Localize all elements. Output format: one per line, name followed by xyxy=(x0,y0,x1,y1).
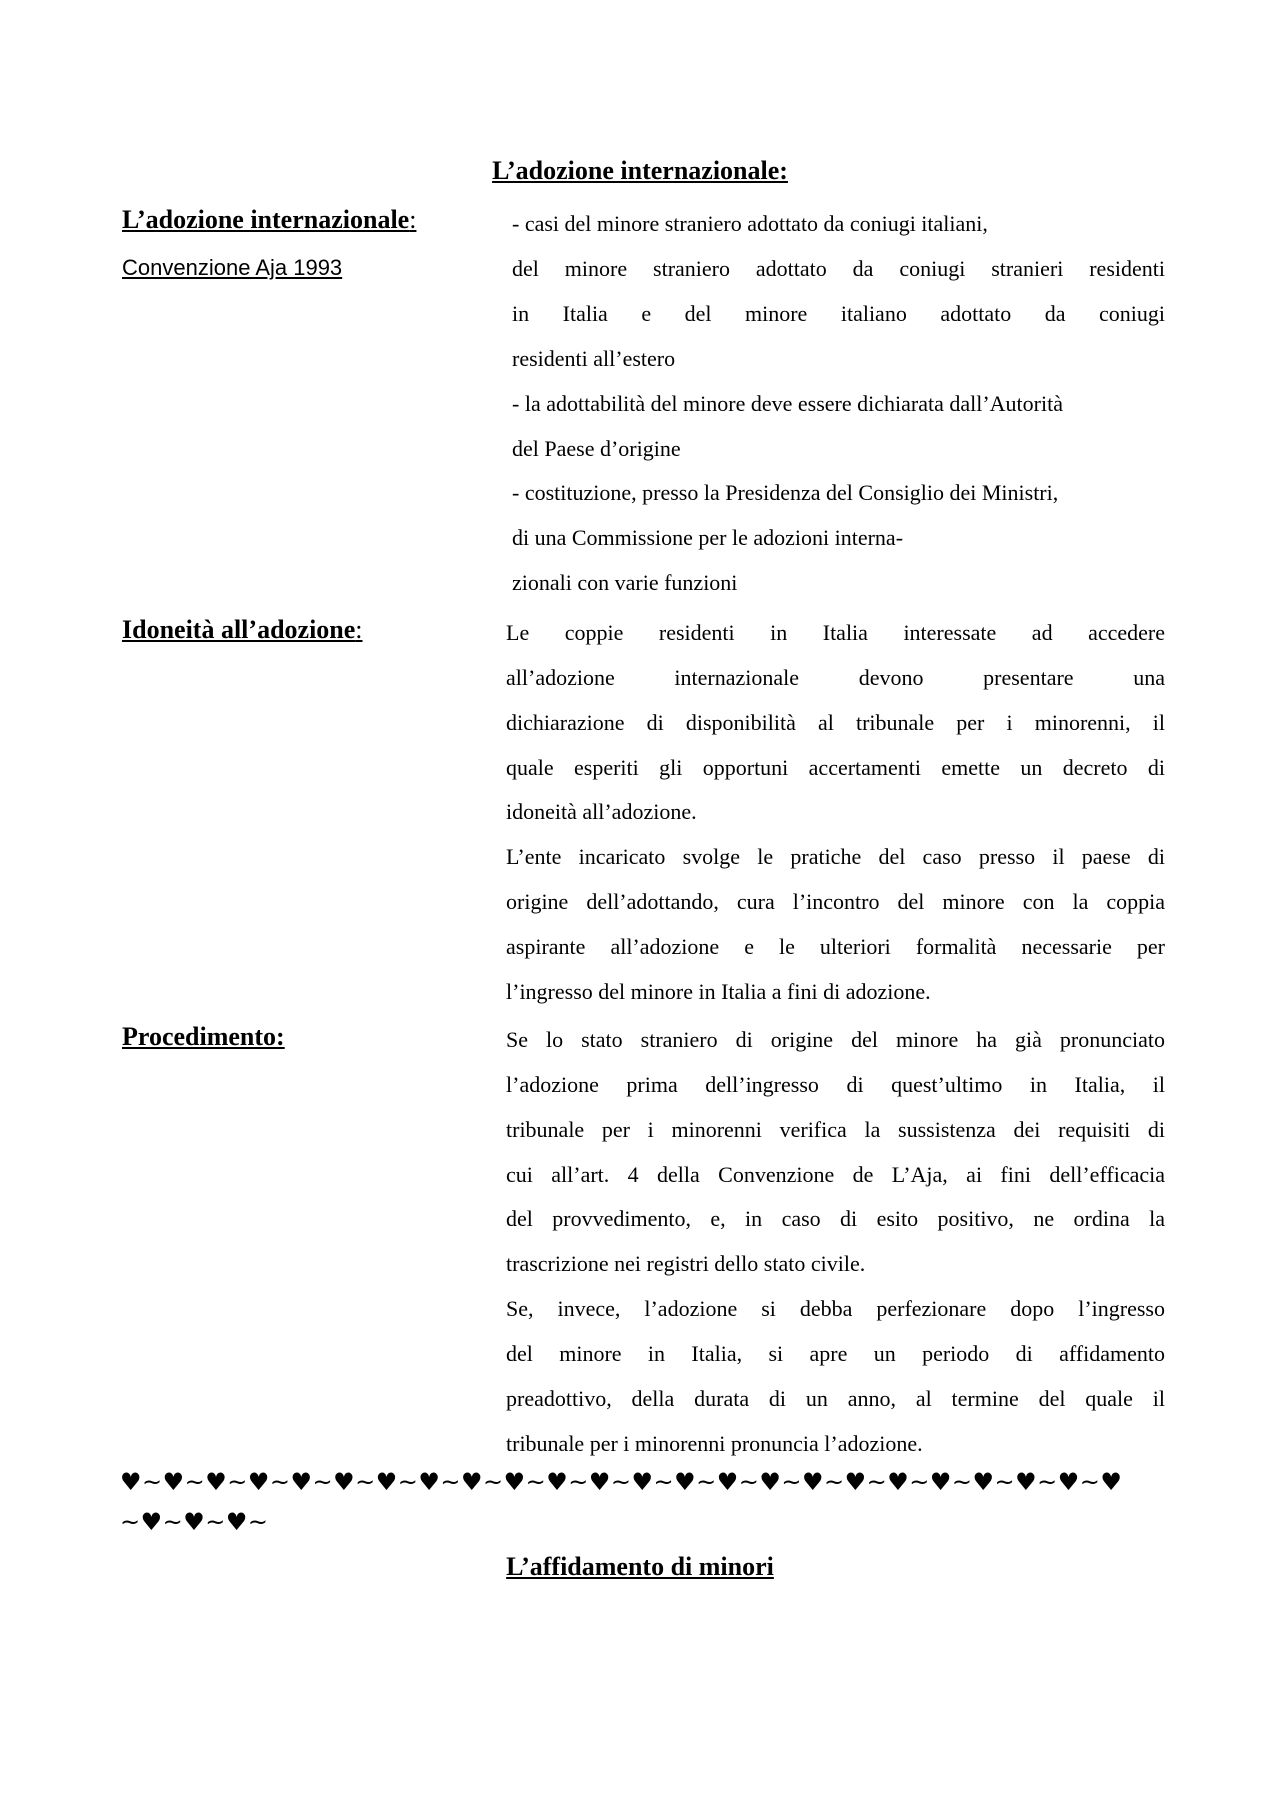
section1-line: - la adottabilità del minore deve essere dichiarata dall’Autorità xyxy=(512,391,1063,416)
section2-line: idoneità all’adozione. xyxy=(506,799,697,824)
section2-line: origine dell’adottando, cura l’incontro del minore con la coppia xyxy=(506,889,1165,914)
section3-line: cui all’art. 4 della Convenzione de L’Aja, ai fini dell’efficacia xyxy=(506,1162,1165,1187)
heart-divider: ♥~♥~♥~♥~♥~♥~♥~♥~♥~♥~♥~♥~♥~♥~♥~♥~♥~♥~♥~♥~♥~♥~♥~♥ xyxy=(120,1468,1123,1496)
section3-line: trascrizione nei registri dello stato civile. xyxy=(506,1251,866,1276)
section1-line: di una Commissione per le adozioni interna- xyxy=(512,525,904,550)
section1-line: - costituzione, presso la Presidenza del Consiglio dei Ministri, xyxy=(512,480,1059,505)
section2-line: all’adozione internazionale devono presentare una xyxy=(506,665,1165,690)
section2-line: dichiarazione di disponibilità al tribunale per i minorenni, il xyxy=(506,710,1165,735)
section2-line: l’ingresso del minore in Italia a fini di adozione. xyxy=(506,979,931,1004)
section3-line: del provvedimento, e, in caso di esito positivo, ne ordina la xyxy=(506,1206,1165,1231)
section-label-text: L’adozione internazionale xyxy=(122,205,410,234)
section1-line: del minore straniero adottato da coniugi stranieri residenti xyxy=(512,256,1165,281)
section-label-text: Idoneità all’adozione xyxy=(122,615,356,644)
section2-line: aspirante all’adozione e le ulteriori formalità necessarie per xyxy=(506,934,1165,959)
section-label-idoneita: Idoneità all’adozione: xyxy=(122,615,363,644)
page-title: L’adozione internazionale: xyxy=(492,156,788,185)
section3-line: Se, invece, l’adozione si debba perfezionare dopo l’ingresso xyxy=(506,1296,1165,1321)
section3-line: Se lo stato straniero di origine del minore ha già pronunciato xyxy=(506,1027,1165,1052)
section-label-procedimento: Procedimento: xyxy=(122,1022,285,1051)
section1-line: del Paese d’origine xyxy=(512,436,681,461)
next-section-title: L’affidamento di minori xyxy=(506,1552,774,1581)
section1-line: zionali con varie funzioni xyxy=(512,570,738,595)
section3-line: tribunale per i minorenni pronuncia l’adozione. xyxy=(506,1431,923,1456)
section1-line: in Italia e del minore italiano adottato da coniugi xyxy=(512,301,1165,326)
section3-line: del minore in Italia, si apre un periodo di affidamento xyxy=(506,1341,1165,1366)
section-label-adozione: L’adozione internazionale: xyxy=(122,205,417,234)
section3-line: tribunale per i minorenni verifica la sussistenza dei requisiti di xyxy=(506,1117,1165,1142)
section3-line: l’adozione prima dell’ingresso di quest’ultimo in Italia, il xyxy=(506,1072,1165,1097)
section1-line: residenti all’estero xyxy=(512,346,676,371)
section2-line: L’ente incaricato svolge le pratiche del caso presso il paese di xyxy=(506,844,1165,869)
convention-label: Convenzione Aja 1993 xyxy=(122,255,343,280)
section3-line: preadottivo, della durata di un anno, al termine del quale il xyxy=(506,1386,1165,1411)
section2-line: Le coppie residenti in Italia interessate ad accedere xyxy=(506,620,1165,645)
section2-line: quale esperiti gli opportuni accertamenti emette un decreto di xyxy=(506,755,1165,780)
heart-divider-continued: ~♥~♥~♥~ xyxy=(120,1508,269,1536)
section1-line: - casi del minore straniero adottato da coniugi italiani, xyxy=(512,211,988,236)
